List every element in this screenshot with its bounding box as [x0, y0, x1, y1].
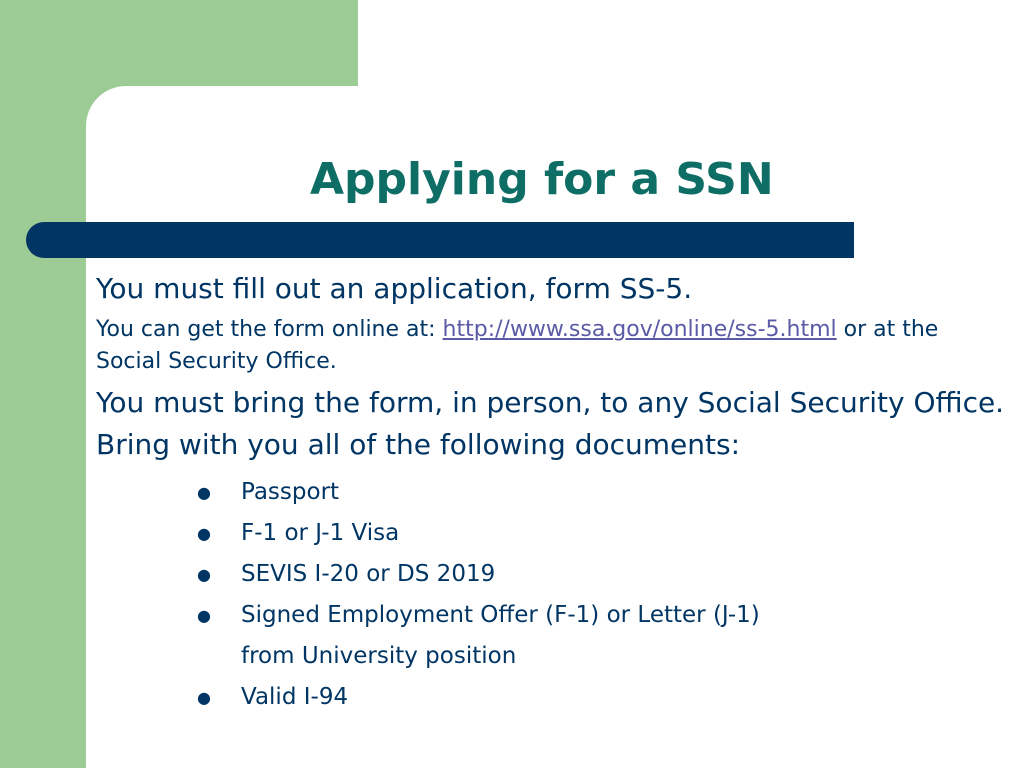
list-item-text: Passport: [241, 479, 340, 505]
slide-body: [96, 268, 1006, 718]
list-item: [96, 595, 1006, 636]
bullet-dot-icon: ●: [197, 565, 211, 584]
paragraph-form-location: [96, 314, 1006, 378]
paragraph-bring-documents: You must bring the form, in person, to any Social Security Office. Bring with you all of the following documents:: [96, 386, 1005, 461]
slide-title: Applying for a SSN: [310, 154, 774, 205]
list-item-text: F-1 or J-1 Visa: [241, 520, 400, 546]
list-item: [96, 554, 1006, 595]
list-item-text: from University position: [241, 643, 517, 669]
list-item-text: Signed Employment Offer (F-1) or Letter (J-1): [241, 602, 760, 628]
list-item: [96, 513, 1006, 554]
list-item: [96, 677, 1006, 718]
form-location-suffix: or at the Social Security Office.: [96, 317, 939, 374]
form-location-prefix: You can get the form online at:: [96, 317, 443, 342]
bullet-dot-icon: ●: [197, 606, 211, 625]
list-item-continuation: [96, 636, 1006, 677]
list-item: [96, 472, 1006, 513]
bullet-dot-icon: ●: [197, 688, 211, 707]
documents-list: [96, 472, 1006, 718]
paragraph-application: You must fill out an application, form SS-5.: [96, 272, 693, 305]
title-underline-bar: [26, 222, 854, 258]
list-item-text: Valid I-94: [241, 684, 349, 710]
ss5-form-link[interactable]: http://www.ssa.gov/online/ss-5.html: [442, 317, 837, 342]
bullet-dot-icon: ●: [197, 524, 211, 543]
list-item-text: SEVIS I-20 or DS 2019: [241, 561, 496, 587]
bullet-dot-icon: ●: [197, 483, 211, 502]
